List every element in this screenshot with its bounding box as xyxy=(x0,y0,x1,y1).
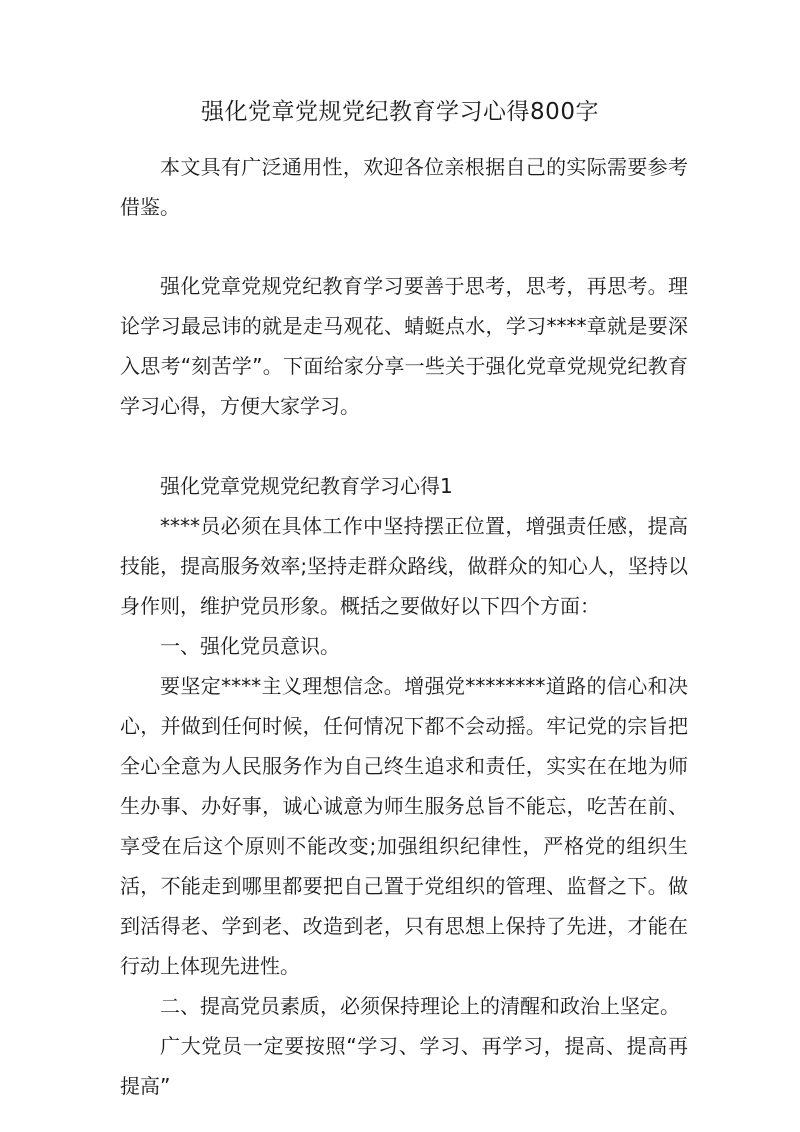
point-1-heading: 一、强化党员意识。 xyxy=(160,634,340,658)
body-paragraph-3: 广大党员一定要按照“学习、学习、再学习，提高、提高再提高” xyxy=(120,1034,688,1098)
notice-paragraph: 本文具有广泛通用性，欢迎各位亲根据自己的实际需要参考借鉴。 xyxy=(120,155,688,219)
body-paragraph-1: ****员必须在具体工作中坚持摆正位置，增强责任感，提高技能，提高服务效率;坚持走群众路线，做群众的知心人，坚持以身作则，维护党员形象。概括之要做好以下四个方面： xyxy=(120,514,688,618)
section-heading: 强化党章党规党纪教育学习心得1 xyxy=(160,474,453,498)
intro-paragraph: 强化党章党规党纪教育学习要善于思考，思考，再思考。理论学习最忌讳的就是走马观花、蜻蜓点水，学习****章就是要深入思考“刻苦学”。下面给家分享一些关于强化党章党规党纪教育学习心得，方便大家学习。 xyxy=(120,274,688,418)
point-2-heading: 二、提高党员素质，必须保持理论上的清醒和政治上坚定。 xyxy=(160,994,680,1018)
body-paragraph-2: 要坚定****主义理想信念。增强党********道路的信心和决心，并做到任何时候，任何情况下都不会动摇。牢记党的宗旨把全心全意为人民服务作为自己终生追求和责任，实实在在地为师生办事、办好事，诚心诚意为师生服务总旨不能忘，吃苦在前、享受在后这个原则不能改变;加强组织纪律性，严格党的组织生活，不能走到哪里都要把自己置于党组织的管理、监督之下。做到活得老、学到老、改造到老，只有思想上保持了先进，才能在行动上体现先进性。 xyxy=(120,674,688,978)
document-body xyxy=(120,147,688,1106)
document-title: 强化党章党规党纪教育学习心得800字 xyxy=(201,99,599,125)
